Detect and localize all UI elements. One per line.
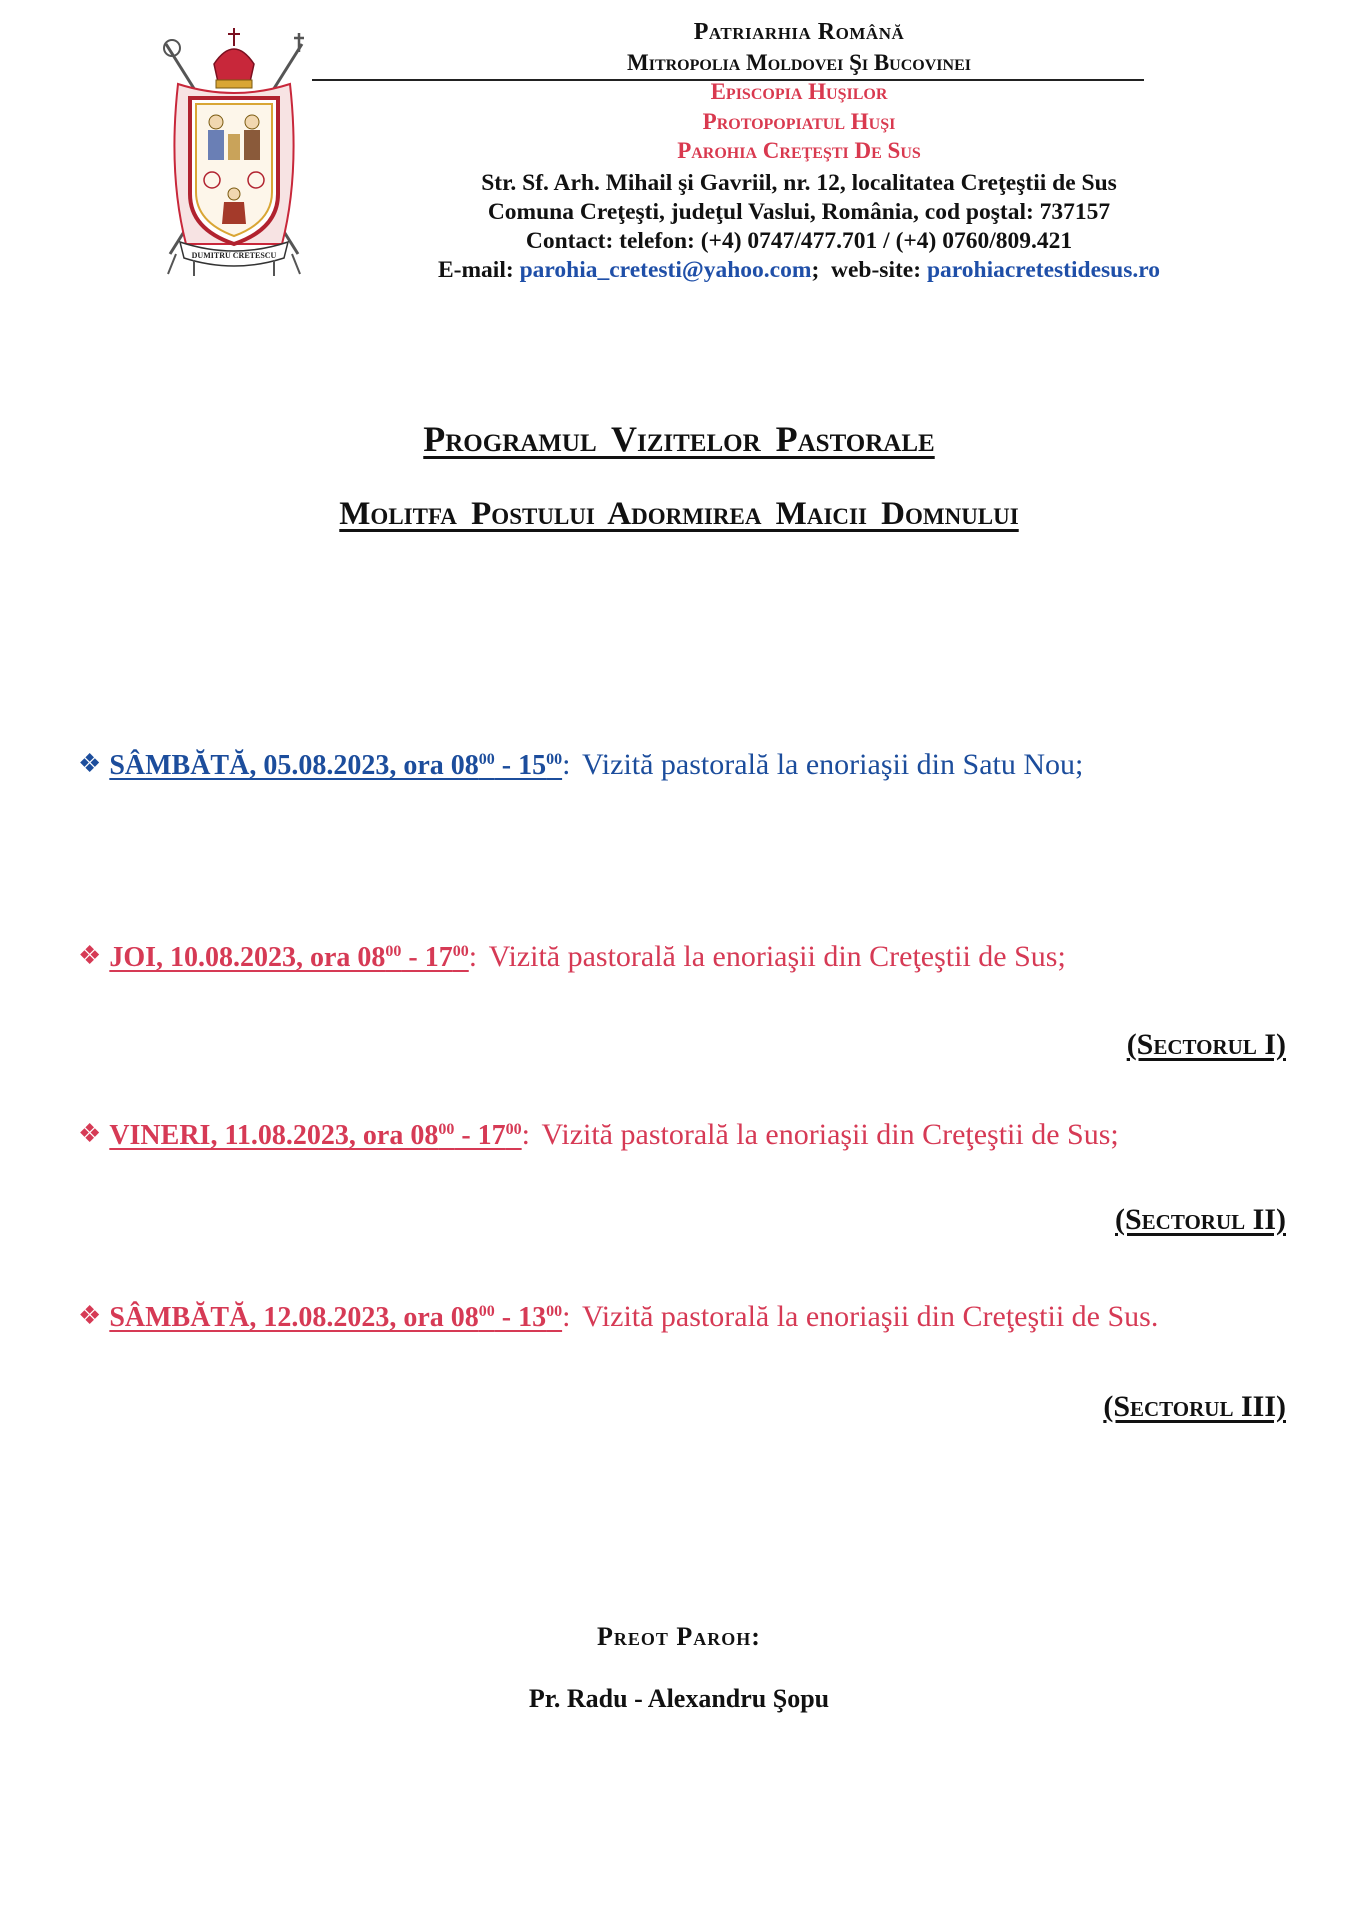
signature-name: Pr. Radu - Alexandru Şopu [528, 1684, 830, 1713]
entry-day-date: VINERI, 11.08.2023, ora 08 [109, 1120, 439, 1151]
entry-colon: : [562, 1300, 571, 1333]
entry-date-time [109, 750, 562, 781]
schedule-entry [78, 1300, 1158, 1334]
parish-line: Parohia Creţeşti De Sus [677, 138, 921, 163]
sector-label-text: (Sectorul III) [1103, 1390, 1286, 1423]
website-link[interactable]: parohiacretestidesus.ro [926, 257, 1160, 283]
entry-date-time [109, 942, 468, 973]
sector-label [1127, 1028, 1286, 1062]
sector-label [1103, 1390, 1286, 1424]
entry-end-hour: - 17 [401, 942, 453, 973]
page-title: Programul Vizitelor Pastorale [423, 419, 935, 459]
entry-description: Vizită pastorală la enoriaşii din Creţeştii de Sus. [581, 1300, 1159, 1333]
entry-end-hour: - 17 [454, 1120, 506, 1151]
entry-colon: : [562, 748, 571, 781]
contact-phone: Contact: telefon: (+4) 0747/477.701 / (+4) 0760/809.421 [525, 228, 1073, 254]
entry-end-minutes: 00 [452, 943, 469, 960]
entry-end-minutes: 00 [546, 1303, 563, 1320]
diamond-bullet-icon: ❖ [78, 749, 102, 778]
entry-end-minutes: 00 [505, 1121, 522, 1138]
entry-end-hour: - 15 [494, 750, 547, 781]
schedule-entry [78, 1118, 1119, 1152]
sector-label-text: (Sectorul II) [1115, 1203, 1286, 1236]
page-subtitle: Molitfa Postului Adormirea Maicii Domnului [339, 496, 1019, 532]
entry-start-minutes: 00 [478, 1303, 495, 1320]
signature-role: Preot Paroh: [597, 1622, 761, 1651]
entry-description: Vizită pastorală la enoriaşii din Creţeştii de Sus; [541, 1118, 1119, 1151]
metropolis-line: Mitropolia Moldovei Şi Bucovinei [627, 50, 971, 75]
entry-day-date: SÂMBĂTĂ, 12.08.2023, ora 08 [109, 1302, 479, 1333]
letterhead [0, 0, 1358, 300]
entry-date-time [109, 1120, 521, 1151]
address-commune: Comuna Creţeşti, judeţul Vaslui, România, cod poştal: 737157 [487, 199, 1111, 225]
email-label: E-mail: [437, 257, 514, 283]
diamond-bullet-icon: ❖ [78, 941, 102, 970]
sector-label [1115, 1203, 1286, 1237]
schedule-entry [78, 748, 1083, 782]
entry-start-minutes: 00 [385, 943, 402, 960]
patriarchate-line: Patriarhia Română [693, 19, 905, 45]
entry-description: Vizită pastorală la enoriaşii din Satu Nou; [581, 748, 1084, 781]
email-link[interactable]: parohia_cretesti@yahoo.com [519, 257, 812, 283]
entry-colon: : [521, 1118, 530, 1151]
entry-description: Vizită pastorală la enoriaşii din Creţeştii de Sus; [488, 940, 1066, 973]
website-label: web-site: [831, 257, 922, 283]
contact-web [120, 257, 1358, 284]
entry-day-date: SÂMBĂTĂ, 05.08.2023, ora 08 [109, 750, 479, 781]
sector-label-text: (Sectorul I) [1126, 1028, 1286, 1061]
entry-day-date: JOI, 10.08.2023, ora 08 [109, 942, 386, 973]
entry-colon: : [468, 940, 478, 973]
crest-scroll-text: DUMITRU CRETESCU [191, 251, 277, 260]
entry-start-minutes: 00 [478, 751, 495, 768]
diamond-bullet-icon: ❖ [78, 1301, 102, 1330]
entry-date-time [109, 1302, 562, 1333]
bishopric-line: Episcopia Huşilor [710, 79, 888, 104]
entry-start-minutes: 00 [438, 1121, 455, 1138]
diamond-bullet-icon: ❖ [78, 1119, 102, 1148]
address-street: Str. Sf. Arh. Mihail şi Gavriil, nr. 12, localitatea Creţeştii de Sus [481, 170, 1117, 196]
email-separator: ; [811, 257, 820, 283]
entry-end-minutes: 00 [546, 751, 563, 768]
entry-end-hour: - 13 [494, 1302, 547, 1333]
deanery-line: Protopopiatul Huşi [702, 109, 896, 134]
schedule-entry [78, 940, 1066, 974]
